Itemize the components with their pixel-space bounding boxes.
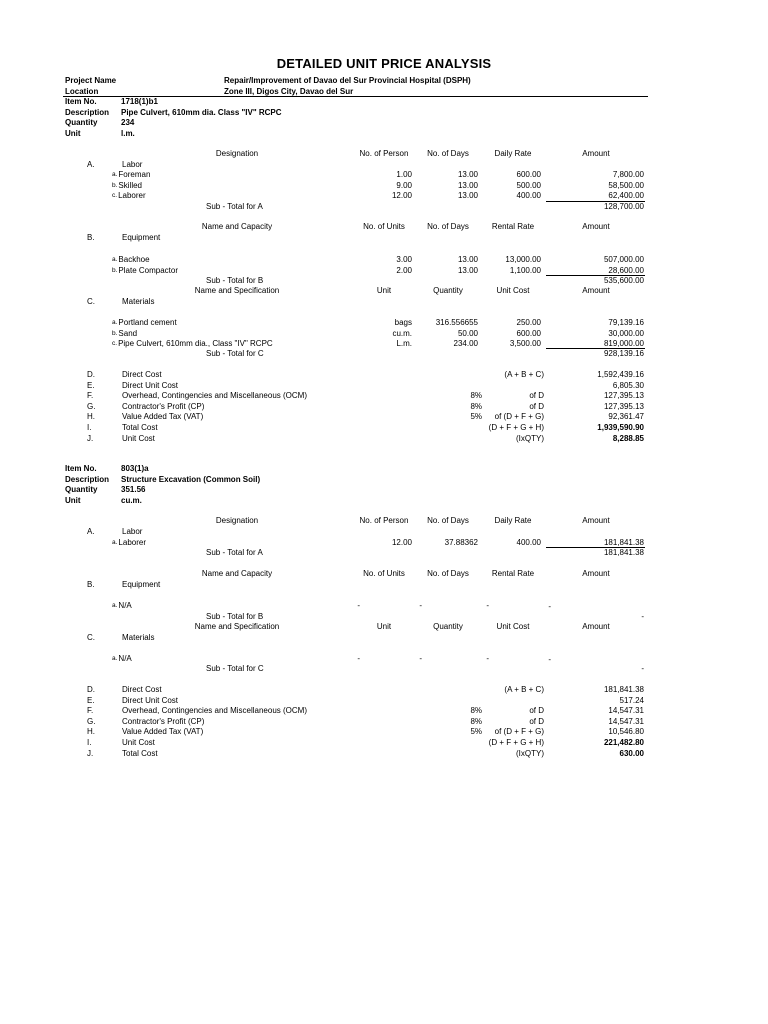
materials-header-col-2: Quantity: [433, 622, 463, 631]
materials-row-amount: 79,139.16: [608, 318, 644, 327]
labor-row-col-3: 600.00: [516, 170, 541, 179]
subtotal-b-label: Sub - Total for B: [206, 612, 264, 621]
labor-row-index: [112, 538, 146, 548]
labor-row-name: Foreman: [118, 170, 151, 179]
summary-label: Contractor's Profit (CP): [122, 401, 205, 411]
summary-label: Unit Cost: [122, 433, 155, 443]
materials-header-col-3: Unit Cost: [496, 286, 530, 295]
equipment-row-name: N/A: [118, 601, 132, 610]
materials-row-col-2: -: [419, 654, 422, 663]
summary-letter: H.: [87, 727, 95, 737]
quantity-label: Quantity: [65, 485, 98, 495]
labor-row-index: [112, 191, 146, 201]
labor-title: Labor: [122, 160, 143, 169]
summary-label: Direct Cost: [122, 370, 162, 379]
equipment-row-name: Plate Compactor: [118, 265, 179, 275]
labor-row-name: Laborer: [118, 191, 146, 201]
equipment-header-col-2: No. of Days: [427, 222, 469, 231]
materials-header-col-2: Quantity: [433, 286, 463, 295]
summary-amount: 10,546.80: [608, 727, 644, 737]
summary-letter: G.: [87, 401, 96, 411]
labor-row-col-1: 1.00: [396, 170, 412, 179]
summary-label: Value Added Tax (VAT): [122, 412, 204, 422]
materials-row-col-1: cu.m.: [392, 328, 412, 338]
labor-row-amount: 58,500.00: [608, 180, 644, 190]
materials-row-col-3: 3,500.00: [509, 339, 541, 349]
summary-label: Direct Unit Cost: [122, 380, 179, 390]
equipment-row-col-1: 2.00: [396, 265, 412, 275]
quantity-label: Quantity: [65, 118, 98, 128]
labor-header-col-2: No. of Days: [427, 149, 469, 158]
equipment-title: Equipment: [122, 233, 161, 242]
summary-amount: 517.24: [619, 695, 644, 705]
summary-letter: D.: [87, 370, 95, 379]
summary-basis: (IxQTY): [516, 433, 544, 443]
labor-header-col-4: Amount: [582, 516, 610, 525]
labor-underline: [546, 547, 645, 548]
labor-header-col-1: No. of Person: [359, 516, 409, 525]
labor-header-col-2: No. of Days: [427, 516, 469, 525]
summary-letter: E.: [87, 695, 95, 705]
labor-row-index: [112, 181, 142, 191]
labor-row-index-label: a.: [112, 539, 118, 546]
materials-row-index: [112, 318, 177, 328]
equipment-row-index-label: a.: [112, 602, 118, 609]
subtotal-b-label: Sub - Total for B: [206, 276, 264, 285]
materials-title: Materials: [122, 633, 155, 642]
labor-letter: A.: [87, 160, 95, 169]
labor-row-col-2: 37.88362: [444, 538, 478, 547]
equipment-title: Equipment: [122, 580, 161, 589]
summary-amount: 8,288.85: [612, 433, 644, 443]
labor-header-col-0: Designation: [215, 516, 259, 525]
labor-row-amount: 62,400.00: [608, 191, 644, 201]
materials-row-col-2: 316.556655: [435, 318, 478, 327]
summary-basis: of D: [529, 716, 544, 726]
materials-row-col-1: -: [357, 654, 360, 663]
labor-row-col-1: 12.00: [391, 191, 412, 201]
materials-row-amount: 819,000.00: [603, 339, 644, 349]
labor-header-col-3: Daily Rate: [494, 516, 532, 525]
summary-basis: (IxQTY): [516, 748, 544, 758]
equipment-row-col-4: -: [548, 602, 551, 611]
summary-letter: I.: [87, 423, 92, 432]
summary-basis: (D + F + G + H): [488, 423, 544, 432]
materials-header-col-4: Amount: [582, 622, 610, 631]
summary-label: Unit Cost: [122, 738, 155, 747]
item-no-label: Item No.: [65, 464, 97, 473]
summary-amount: 14,547.31: [608, 716, 644, 726]
equipment-header-col-1: No. of Units: [363, 569, 405, 578]
summary-basis: (D + F + G + H): [488, 738, 544, 747]
summary-amount: 127,395.13: [603, 401, 644, 411]
labor-header-col-4: Amount: [582, 149, 610, 158]
materials-letter: C.: [87, 633, 95, 642]
quantity-value: 234: [121, 118, 135, 128]
materials-row-index-label: c.: [112, 340, 118, 348]
materials-row-amount: 30,000.00: [608, 328, 644, 338]
summary-label: Value Added Tax (VAT): [122, 727, 204, 737]
equipment-row-index: [112, 266, 178, 276]
materials-header-col-0: Name and Specification: [194, 286, 280, 295]
unit-value: l.m.: [121, 128, 135, 138]
project-name-label: Project Name: [65, 76, 117, 85]
labor-row-index-label: b.: [112, 181, 118, 189]
summary-amount: 221,482.80: [603, 738, 644, 747]
summary-letter: J.: [87, 433, 94, 443]
equipment-row-col-3: 1,100.00: [509, 265, 541, 275]
summary-letter: H.: [87, 412, 95, 422]
unit-label: Unit: [65, 128, 81, 138]
subtotal-c: 928,139.16: [603, 349, 644, 358]
summary-amount: 1,592,439.16: [597, 370, 644, 379]
summary-basis: of (D + F + G): [494, 412, 544, 422]
item-no-value: 1718(1)b1: [121, 97, 158, 106]
materials-row-name: Portland cement: [118, 318, 177, 327]
materials-row-name: Sand: [118, 328, 138, 338]
equipment-row-col-3: 13,000.00: [505, 255, 541, 264]
labor-row-name: Skilled: [118, 180, 142, 190]
summary-percent: 8%: [470, 706, 482, 716]
summary-letter: D.: [87, 685, 95, 694]
summary-amount: 14,547.31: [608, 706, 644, 716]
unit-label: Unit: [65, 495, 81, 505]
labor-row-col-1: 9.00: [396, 180, 412, 190]
subtotal-a-label: Sub - Total for A: [206, 548, 263, 557]
summary-label: Direct Unit Cost: [122, 695, 179, 705]
equipment-row-index: [112, 601, 132, 611]
location-value: Zone III, Digos City, Davao del Sur: [224, 87, 354, 96]
labor-letter: A.: [87, 527, 95, 536]
materials-row-index-label: b.: [112, 329, 118, 337]
summary-letter: F.: [87, 391, 94, 401]
equipment-header-col-4: Amount: [582, 222, 610, 231]
summary-amount: 127,395.13: [603, 391, 644, 401]
item-no-value: 803(1)a: [121, 464, 149, 473]
summary-percent: 8%: [470, 401, 482, 411]
materials-underline: [546, 348, 645, 349]
materials-row-index-label: a.: [112, 319, 118, 326]
materials-row-col-1: L.m.: [396, 339, 412, 349]
labor-row-index-label: a.: [112, 171, 118, 178]
summary-basis: (A + B + C): [504, 685, 544, 694]
equipment-row-amount: 507,000.00: [603, 255, 644, 264]
materials-title: Materials: [122, 297, 155, 306]
labor-header-col-3: Daily Rate: [494, 149, 532, 158]
summary-letter: E.: [87, 380, 95, 390]
materials-header-col-1: Unit: [376, 286, 392, 295]
materials-row-col-3: -: [486, 654, 489, 663]
summary-basis: (A + B + C): [504, 370, 544, 379]
equipment-row-index: [112, 255, 150, 265]
summary-label: Direct Cost: [122, 685, 162, 694]
summary-percent: 5%: [470, 727, 482, 737]
description-label: Description: [65, 474, 110, 484]
equipment-row-col-2: -: [419, 601, 422, 610]
subtotal-b: 535,600.00: [603, 276, 644, 285]
labor-row-col-2: 13.00: [457, 170, 478, 179]
item-no-label: Item No.: [65, 97, 97, 106]
equipment-header-col-2: No. of Days: [427, 569, 469, 578]
labor-row-amount: 7,800.00: [612, 170, 644, 179]
subtotal-a: 181,841.38: [603, 548, 644, 557]
equipment-row-name: Backhoe: [118, 255, 150, 264]
unit-value: cu.m.: [121, 495, 142, 505]
labor-row-col-3: 400.00: [516, 191, 541, 201]
summary-basis: of D: [529, 706, 544, 716]
equipment-header-col-1: No. of Units: [363, 222, 405, 231]
summary-label: Total Cost: [122, 748, 158, 758]
equipment-row-col-3: -: [486, 601, 489, 610]
labor-row-col-3: 400.00: [516, 538, 541, 547]
summary-amount: 630.00: [619, 748, 644, 758]
location-label: Location: [65, 87, 99, 96]
materials-header-col-0: Name and Specification: [194, 622, 280, 631]
summary-percent: 8%: [470, 716, 482, 726]
summary-amount: 1,939,590.90: [597, 423, 644, 432]
summary-letter: J.: [87, 748, 94, 758]
equipment-row-index-label: a.: [112, 256, 118, 263]
materials-row-col-3: 250.00: [516, 318, 541, 327]
materials-row-col-2: 50.00: [457, 328, 478, 338]
materials-row-name: Pipe Culvert, 610mm dia., Class "IV" RCPC: [118, 339, 273, 349]
project-name: Repair/Improvement of Davao del Sur Provincial Hospital (DSPH): [224, 76, 471, 85]
labor-header-col-1: No. of Person: [359, 149, 409, 158]
subtotal-a: 128,700.00: [603, 202, 644, 211]
equipment-row-index-label: b.: [112, 266, 118, 274]
summary-label: Overhead, Contingencies and Miscellaneous (OCM): [122, 391, 307, 401]
materials-row-col-2: 234.00: [453, 339, 478, 349]
equipment-row-col-2: 13.00: [457, 255, 478, 264]
subtotal-a-label: Sub - Total for A: [206, 202, 263, 211]
summary-amount: 181,841.38: [603, 685, 644, 694]
labor-title: Labor: [122, 527, 143, 536]
summary-label: Contractor's Profit (CP): [122, 716, 205, 726]
materials-row-index: [112, 329, 137, 339]
summary-basis: of D: [529, 391, 544, 401]
labor-row-col-3: 500.00: [516, 180, 541, 190]
equipment-header-col-0: Name and Capacity: [201, 222, 273, 231]
description-label: Description: [65, 107, 110, 117]
labor-row-index-label: c.: [112, 192, 118, 200]
equipment-underline: [546, 275, 645, 276]
description-value: Structure Excavation (Common Soil): [121, 474, 261, 484]
labor-row-col-2: 13.00: [457, 191, 478, 201]
summary-amount: 6,805.30: [612, 380, 644, 390]
equipment-header-col-3: Rental Rate: [491, 222, 535, 231]
summary-letter: I.: [87, 738, 92, 747]
summary-percent: 8%: [470, 391, 482, 401]
summary-basis: of D: [529, 401, 544, 411]
page-title: DETAILED UNIT PRICE ANALYSIS: [276, 56, 492, 71]
materials-header-col-4: Amount: [582, 286, 610, 295]
materials-row-index-label: a.: [112, 655, 118, 662]
labor-underline: [546, 201, 645, 202]
equipment-letter: B.: [87, 580, 95, 589]
labor-row-index: [112, 170, 150, 180]
equipment-header-col-0: Name and Capacity: [201, 569, 273, 578]
summary-letter: G.: [87, 716, 96, 726]
equipment-row-col-1: -: [357, 601, 360, 610]
summary-percent: 5%: [470, 412, 482, 422]
summary-label: Total Cost: [122, 423, 158, 432]
summary-letter: F.: [87, 706, 94, 716]
materials-row-col-1: bags: [394, 318, 412, 327]
materials-header-col-3: Unit Cost: [496, 622, 530, 631]
labor-row-amount: 181,841.38: [603, 538, 644, 547]
materials-row-name: N/A: [118, 654, 132, 663]
equipment-row-col-2: 13.00: [457, 265, 478, 275]
materials-header-col-1: Unit: [376, 622, 392, 631]
labor-row-col-1: 12.00: [391, 538, 412, 547]
materials-letter: C.: [87, 297, 95, 306]
materials-row-col-4: -: [548, 655, 551, 664]
subtotal-c-label: Sub - Total for C: [206, 664, 264, 673]
equipment-letter: B.: [87, 233, 95, 242]
equipment-header-col-4: Amount: [582, 569, 610, 578]
materials-row-col-3: 600.00: [516, 328, 541, 338]
materials-row-index: [112, 654, 132, 664]
labor-row-col-2: 13.00: [457, 180, 478, 190]
labor-row-name: Laborer: [118, 538, 146, 547]
subtotal-c-label: Sub - Total for C: [206, 349, 264, 358]
summary-label: Overhead, Contingencies and Miscellaneous (OCM): [122, 706, 307, 716]
subtotal-b: -: [641, 612, 644, 621]
equipment-row-amount: 28,600.00: [608, 265, 644, 275]
summary-amount: 92,361.47: [608, 412, 644, 422]
subtotal-c: -: [641, 664, 644, 673]
labor-header-col-0: Designation: [215, 149, 259, 158]
summary-basis: of (D + F + G): [494, 727, 544, 737]
description-value: Pipe Culvert, 610mm dia. Class "IV" RCPC: [121, 107, 282, 117]
equipment-row-col-1: 3.00: [396, 255, 412, 264]
quantity-value: 351.56: [121, 485, 146, 495]
equipment-header-col-3: Rental Rate: [491, 569, 535, 578]
